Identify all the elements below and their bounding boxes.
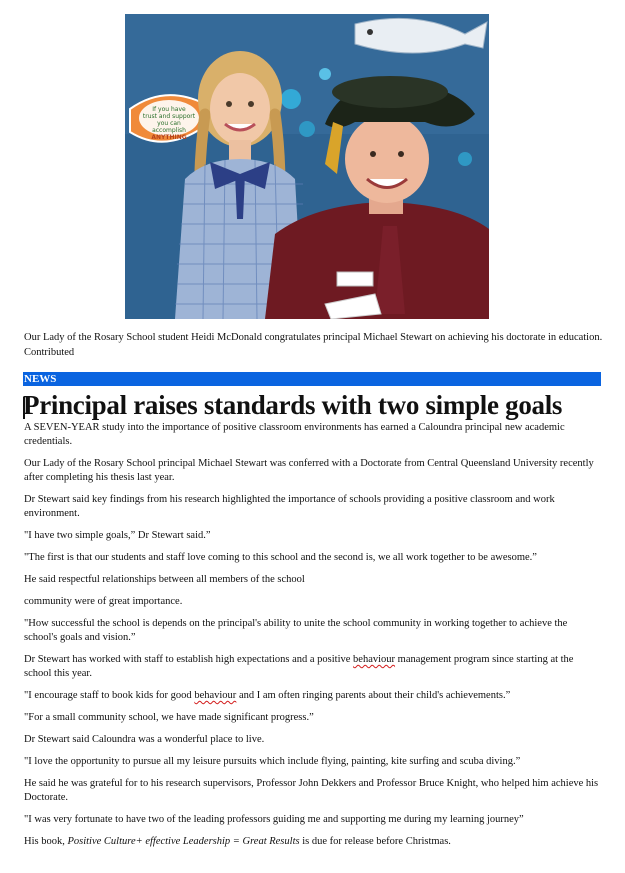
text-segment: "I encourage staff to book kids for good — [24, 690, 195, 701]
photo-caption: Our Lady of the Rosary School student Heidi McDonald congratulates principal Michael Stewart on achieving his doctorate in education. Contributed — [24, 332, 603, 358]
paragraph: A SEVEN-YEAR study into the importance of positive classroom environments has earned a Caloundra principal new academic credentials. — [24, 422, 565, 447]
poster-text-5: ANYTHING — [151, 134, 187, 141]
poster-text-1: If you have — [152, 106, 186, 113]
paragraph-book-kids — [24, 689, 602, 703]
paragraph: "I was very fortunate to have two of the leading professors guiding me and supporting me during my learning journey” — [24, 814, 524, 825]
spellcheck-flagged-word[interactable]: behaviour — [194, 690, 237, 701]
paragraph: He said he was grateful for to his research supervisors, Professor John Dekkers and Professor Bruce Knight, who helped him achieve his Doctorate. — [24, 778, 599, 803]
paragraph-book-release — [24, 835, 602, 849]
article-photo — [125, 14, 489, 319]
paragraph: "I have two simple goals,” Dr Stewart said.” — [24, 530, 211, 541]
paragraph: "I love the opportunity to pursue all my leisure pursuits which include flying, painting, kite surfing and scuba diving.” — [24, 756, 521, 767]
paragraph: "The first is that our students and staff love coming to this school and the second is, we all work together to be awesome.” — [24, 552, 537, 563]
text-segment: Dr Stewart has worked with staff to establish high expectations and a positive — [24, 654, 354, 665]
book-title: Positive Culture+ effective Leadership = Great Results — [67, 836, 300, 847]
article-body — [24, 421, 602, 857]
paragraph: Dr Stewart said Caloundra was a wonderful place to live. — [24, 734, 265, 745]
poster-text-2: trust and support — [142, 113, 196, 120]
paragraph: He said respectful relationships between all members of the school — [24, 574, 305, 585]
paragraph: "How successful the school is depends on the principal's ability to unite the school community in working together to achieve the school's goals and vision.” — [24, 618, 568, 643]
text-segment: management program since starting at the school this year. — [24, 654, 574, 679]
text-segment: His book, — [24, 836, 68, 847]
text-segment: is due for release before Christmas. — [299, 836, 451, 847]
paragraph-behaviour-program — [24, 653, 602, 681]
article-headline: Principal raises standards with two simple goals — [23, 390, 563, 420]
poster-text-3: you can — [157, 120, 181, 127]
poster-text-4: accomplish — [152, 127, 186, 134]
photo-illustration — [125, 14, 489, 319]
paragraph: Dr Stewart said key findings from his research highlighted the importance of schools providing a positive classroom and work environment. — [24, 494, 555, 519]
text-segment: and I am often ringing parents about their child's achievements.” — [236, 690, 511, 701]
paragraph: community were of great importance. — [24, 596, 183, 607]
paragraph: "For a small community school, we have made significant progress.” — [24, 712, 314, 723]
paragraph: Our Lady of the Rosary School principal Michael Stewart was conferred with a Doctorate from Central Queensland University recently after completing his thesis last year. — [24, 458, 594, 483]
section-label-news: NEWS — [23, 372, 601, 386]
spellcheck-flagged-word[interactable]: behaviour — [353, 654, 396, 665]
